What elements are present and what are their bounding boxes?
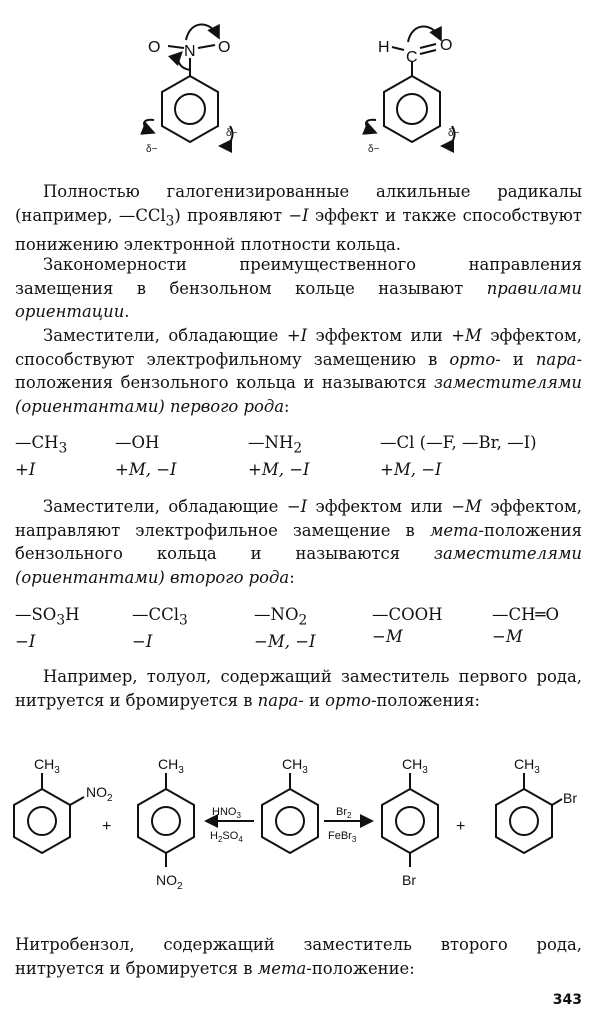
br-label: Br xyxy=(402,872,416,888)
paragraph-halogenated-radicals: Полностью галогенизированные алкильные радикалы (например, —CCl$_3$) проявляют −I эффект и также способствуют понижению электронной плотности кольца. xyxy=(15,182,582,255)
substituent-item: —CH═O −M xyxy=(492,605,559,646)
toluene xyxy=(262,773,318,853)
plus-sign: + xyxy=(102,818,112,835)
p-nitrotoluene xyxy=(138,773,194,867)
substituent-item: —CCl$_3$ −I xyxy=(132,605,188,652)
toluene-reaction-scheme xyxy=(0,745,600,905)
page-number: 343 xyxy=(552,992,582,1008)
reagent-br2: $Br_2$ xyxy=(336,806,352,820)
plus-sign: + xyxy=(456,818,466,835)
paragraph-nitrobenzene: Нитробензол, содержащий заместитель второго рода, нитруется и бромируется в мета-положение: xyxy=(15,935,582,978)
o-nitrotoluene xyxy=(14,773,84,853)
reagent-febr3: FeBr$_3$ xyxy=(328,830,357,844)
paragraph-toluene-example: Например, толуол, содержащий заместитель первого рода, нитруется и бромируется в пара- и орто-положения: xyxy=(15,667,582,710)
nitro-delta-1: δ− xyxy=(146,144,158,155)
substituent-item: —COOH −M xyxy=(372,605,443,646)
substituent-item: —Cl (—F, —Br, —I) +M, −I xyxy=(380,433,537,480)
substituent-item: $—NO_2$ −M, −I xyxy=(254,605,316,652)
nitro-o-left: O xyxy=(148,39,161,56)
p-bromotoluene xyxy=(382,773,438,867)
o-bromotoluene xyxy=(496,773,562,853)
substituent-item: $—SO_3H$ −I xyxy=(15,605,80,652)
paragraph-first-kind: Заместители, обладающие +I эффектом или +M эффектом, способствуют электрофильному замещению в орто- и пара-положения бензольного кольца и называются заместителями (ориентантами) первого рода: xyxy=(15,326,583,416)
ch3-label: $CH_3$ xyxy=(282,756,308,776)
substituent-item: —OH +M, −I xyxy=(115,433,177,480)
reagent-hno3: $HNO_3$ xyxy=(212,806,241,820)
nitro-delta-2: δ− xyxy=(226,128,238,139)
br-label: Br xyxy=(563,790,577,806)
ch3-label: $CH_3$ xyxy=(158,756,184,776)
nitro-n: N xyxy=(184,43,196,60)
no2-label: $NO_2$ xyxy=(86,784,113,804)
substituent-item: $—CH_3$ +I xyxy=(15,433,68,480)
paragraph-second-kind: Заместители, обладающие −I эффектом или −M эффектом, направляют электрофильное замещение в мета-положения бензольного кольца и называются заместителями (ориентантами) второго рода: xyxy=(15,497,583,587)
reagent-h2so4: $H_2SO_4$ xyxy=(210,830,243,844)
ch3-label: $CH_3$ xyxy=(34,756,60,776)
paragraph-orientation-rules: Закономерности преимущественного направления замещения в бензольном кольце называют правилами ориентации. xyxy=(15,255,582,322)
aldehyde-o: O xyxy=(440,37,453,54)
aldehyde-delta-1: δ− xyxy=(368,144,380,155)
aldehyde-c: C xyxy=(406,49,418,66)
nitro-o-right: O xyxy=(218,39,231,56)
aldehyde-delta-2: δ− xyxy=(448,128,460,139)
aldehyde-h: H xyxy=(378,39,390,56)
substituent-item: $—NH_2$ +M, −I xyxy=(248,433,310,480)
ch3-label: $CH_3$ xyxy=(402,756,428,776)
ch3-label: $CH_3$ xyxy=(514,756,540,776)
no2-label: $NO_2$ xyxy=(156,872,183,892)
top-figure xyxy=(0,0,600,165)
